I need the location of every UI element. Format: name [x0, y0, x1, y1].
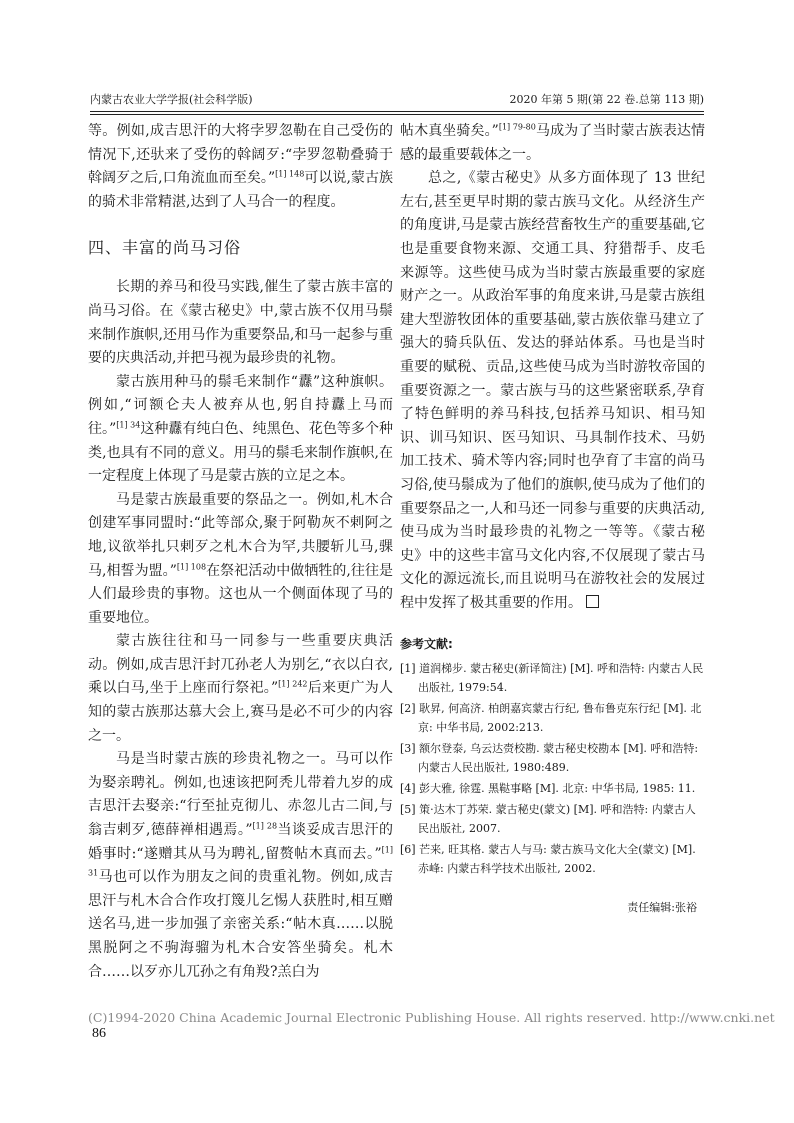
paragraph: 帖木真坐骑矣。”$^{[1] 79-80}$马成为了当时蒙古族表达情感的最重要载体之一。 [400, 122, 706, 163]
paragraph: 总之,《蒙古秘史》从多方面体现了 13 世纪左右,甚至更早时期的蒙古族马文化。从经济生产的角度讲,马是蒙古族经营畜牧生产的重要基础,它也是重要食物来源、交通工具、狩猎帮手、皮毛来源等。这些使马成为当时蒙古族最重要的家庭财产之一。从政治军事的角度来讲,马是蒙古族组建大型游牧团体的重要基础,蒙古族依靠马建立了强大的骑兵队伍、发达的驿站体系。马也是当时重要的赋税、贡品,这些使马成为当时游牧帝国的重要资源之一。蒙古族与马的这些紧密联系,孕育了特色鲜明的养马科技,包括养马知识、相马知识、训马知识、医马知识、马具制作技术、马奶加工技术、骑术等内容;同时也孕育了丰富的尚马习俗,使马鬃成为了他们的旗帜,使马成为了他们的重要祭品之一,人和马还一同参与重要的庆典活动,使马成为当时最珍贵的礼物之一等等。《蒙古秘史》中的这些丰富马文化内容,不仅展现了蒙古马文化的源远流长,而且说明马在游牧社会的发展过程中发挥了极其重要的作用。 [400, 170, 705, 611]
right-column [400, 120, 705, 920]
page-number: 86 [92, 1026, 106, 1041]
citation[interactable]: [1] 28 [252, 821, 278, 831]
editor-credit: 责任编辑:张裕 [627, 901, 697, 915]
end-mark-icon [586, 595, 599, 608]
issue-info: 2020 年第 5 期(第 22 卷.总第 113 期) [509, 93, 704, 106]
citation[interactable]: [1] 242 [278, 679, 308, 689]
reference-item: [3] 额尔登泰, 乌云达赍校勘. 蒙古秘史校勘本 [M]. 呼和浩特: 内蒙古人民出版社, 1980:489. [400, 742, 699, 775]
citation[interactable]: [1] 148 [275, 169, 305, 179]
paragraph: 蒙古族用种马的鬃毛来制作“纛”这种旗帜。例如,“诃额仑夫人被弃从也,躬自持纛上马而往。”$^{[1] 34}$这种纛有纯白色、纯黑色、花色等多个种类,也具有不同的意义。用马的鬃毛来制作旗帜,在一定程度上体现了马是蒙古族的立足之本。 [88, 373, 393, 485]
paragraph: 蒙古族往往和马一同参与一些重要庆典活动。例如,成吉思汗封兀孙老人为别乞,“衣以白衣,乘以白马,坐于上座而行祭祀。”$^{[1] 242}$后来更广为人知的蒙古族那达慕大会上,赛马是必不可少的内容之一。 [88, 633, 394, 744]
citation[interactable]: [1] 31 [88, 844, 393, 878]
reference-item: [2] 耿昇, 何高济. 柏朗嘉宾蒙古行纪, 鲁布鲁克东行纪 [M]. 北京: 中华书局, 2002:213. [400, 702, 702, 735]
reference-item: [6] 芒来, 旺其格. 蒙古人与马: 蒙古族马文化大全(蒙文) [M]. 赤峰: 内蒙古科学技术出版社, 2002. [400, 843, 696, 876]
citation[interactable]: [1] 34 [116, 420, 141, 430]
citation[interactable]: [1] 108 [176, 561, 207, 571]
reference-item: [5] 策·达木丁苏荣. 蒙古秘史(蒙文) [M]. 呼和浩特: 内蒙古人民出版社, 2007. [400, 803, 696, 836]
header-rule [90, 114, 704, 115]
header-rule [90, 111, 704, 112]
copyright-notice: (C)1994-2020 China Academic Journal Electronic Publishing House. All rights reserved. http://www.cnki.net [88, 1010, 775, 1025]
paragraph: 长期的养马和役马实践,催生了蒙古族丰富的尚马习俗。在《蒙古秘史》中,蒙古族不仅用马鬃来制作旗帜,还用马作为重要祭品,和马一起参与重要的庆典活动,并把马视为最珍贵的礼物。 [88, 279, 393, 367]
paragraph: 等。例如,成吉思汗的大将孛罗忽勒在自己受伤的情况下,还驮来了受伤的斡阔歹:“孛罗忽勒叠骑于斡阔歹之后,口角流血而至矣。”$^{[1] 148}$可以说,蒙古族的骑术非常精湛,达到了人马合一的程度。 [88, 123, 393, 210]
reference-item: [4] 彭大雅, 徐霆. 黑鞑事略 [M]. 北京: 中华书局, 1985: 11. [400, 782, 696, 796]
citation[interactable]: [1] 79-80 [498, 122, 536, 132]
running-header [90, 90, 704, 110]
left-column [88, 120, 393, 984]
paragraph: 马是蒙古族最重要的祭品之一。例如,札木合创建军事同盟时:“此等部众,聚于阿勒灰不剌阿之地,议欲举扎只剌歹之札木合为罕,共腰斩儿马,骒马,相誓为盟。”$^{[1] 108}$在祭祀活动中做牺牲的,往往是人们最珍贵的事物。这也从一个侧面体现了马的重要地位。 [88, 491, 393, 626]
reference-item: [1] 道润梯步. 蒙古秘史(新译简注) [M]. 呼和浩特: 内蒙古人民出版社, 1979:54. [400, 662, 704, 695]
journal-name: 内蒙古农业大学学报(社会科学版) [90, 93, 253, 106]
references-list [400, 659, 705, 878]
references-heading: 参考文献: [400, 637, 453, 652]
section-heading: 四、丰富的尚马习俗 [88, 238, 242, 258]
paragraph: 马是当时蒙古族的珍贵礼物之一。马可以作为娶亲聘礼。例如,也速该把阿秃儿带着九岁的成吉思汗去娶亲:“行至扯克彻儿、赤忽儿古二间,与翁吉剌歹,德薛禅相遇焉。”$^{[1] 28}$当谈妥成吉思汗的婚事时:“遂赠其从马为聘礼,留赘帖木真而去。”$^{[1] 31}$马也可以作为朋友之间的贵重礼物。例如,成吉思汗与札木合合作攻打篾儿乞惕人获胜时,相互赠送名马,进一步加强了亲密关系:“帖木真……以脱黑脱阿之不驹海骝为札木合安答坐骑矣。札木合……以歹亦儿兀孙之有角羖?羔白为 [88, 751, 393, 980]
